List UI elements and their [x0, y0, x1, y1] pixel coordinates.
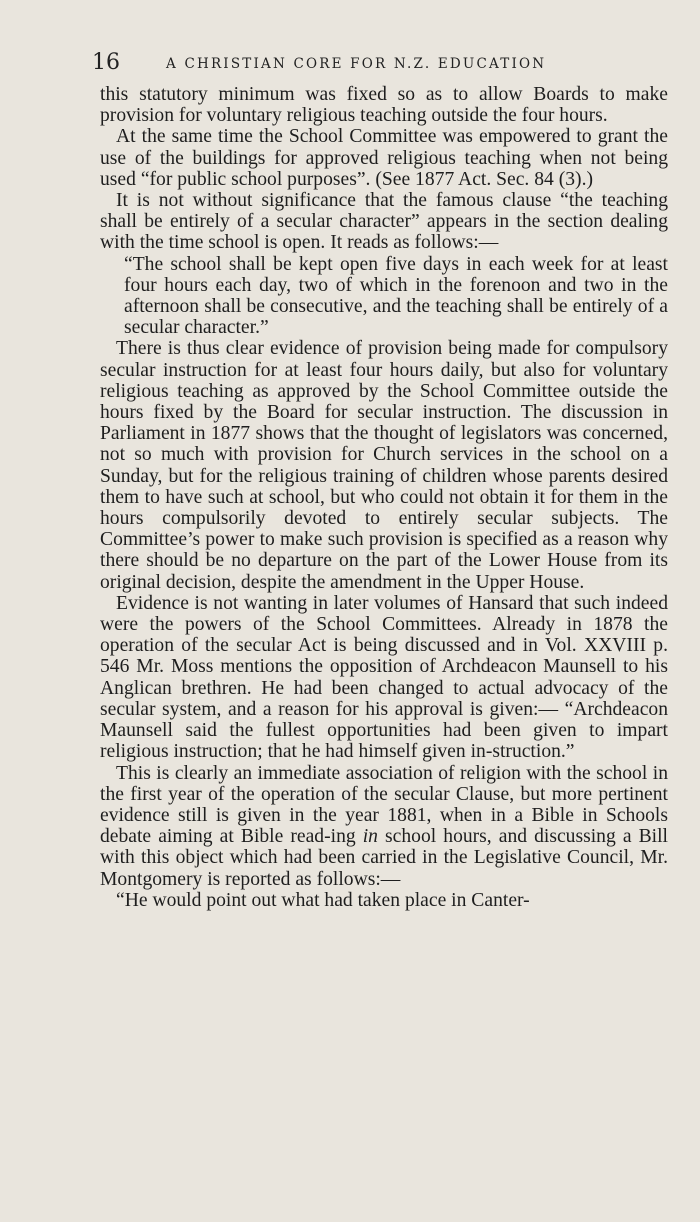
paragraph-hansard: Evidence is not wanting in later volumes of Hansard that such indeed were the powers of the School Committees. Already in 1878 the operation of the secular Act is being discussed and in Vol. XXVIII p. 546 Mr. Moss mentions the opposition of Archdeacon Maunsell to his Anglican brethren. He had been changed to actual advocacy of the secular system, and a reason for his approval is given:— “Archdeacon Maunsell said the fullest opportunities had been given to impart religious instruction; that he had himself given in-struction.” [100, 592, 668, 763]
paragraph-canterbury-quote: “He would point out what had taken place in Canter- [116, 889, 530, 911]
paragraph-act-quote [100, 254, 668, 339]
paragraph-association-after: school hours, and discussing a Bill with this object which had been carried in the Legislative Council, Mr. Montgomery is reported as follows:— [100, 826, 668, 890]
paragraph-secular-clause: It is not without significance that the famous clause “the teaching shall be entirely of a secular character” appears in the section dealing with the time school is open. It reads as follows:— [100, 190, 668, 254]
page-number: 16 [92, 50, 120, 75]
paragraph-association-italic: in [362, 826, 378, 848]
paragraph-continuation: this statutory minimum was fixed so as to allow Boards to make provision for voluntary religious teaching outside the four hours. [100, 84, 668, 127]
body-text [100, 84, 668, 911]
paragraph-association [100, 763, 668, 890]
paragraph-school-committee: At the same time the School Committee was empowered to grant the use of the buildings for approved religious teaching when not being used “for public school purposes”. (See 1877 Act. Sec. 84 (3).) [100, 126, 668, 190]
running-title: A CHRISTIAN CORE FOR N.Z. EDUCATION [166, 56, 547, 72]
page-header [92, 50, 602, 76]
paragraph-association-before: This is clearly an immediate association of religion with the school in the first year of the operation of the secular Clause, but more pertinent evidence still is given in the year 1881, when in a Bible in Schools debate aiming at Bible read-ing [100, 762, 668, 848]
paragraph-evidence-provision: There is thus clear evidence of provision being made for compulsory secular instruction for at least four hours daily, but also for voluntary religious teaching as approved by the School Committee outside the hours fixed by the Board for secular instruction. The discussion in Parliament in 1877 shows that the thought of legislators was concerned, not so much with provision for Church services in the school on a Sunday, but for the religious training of children whose parents desired them to have such at school, but who could not obtain it for them in the hours compulsorily devoted to entirely secular subjects. The Committee’s power to make such provision is specified as a reason why there should be no departure on the part of the Lower House from its original decision, despite the amendment in the Upper House. [100, 338, 668, 593]
quote-text: “The school shall be kept open five days in each week for at least four hours each day, two of which in the forenoon and two in the afternoon shall be consecutive, and the teaching shall be entirely of a secular character.” [124, 253, 668, 339]
